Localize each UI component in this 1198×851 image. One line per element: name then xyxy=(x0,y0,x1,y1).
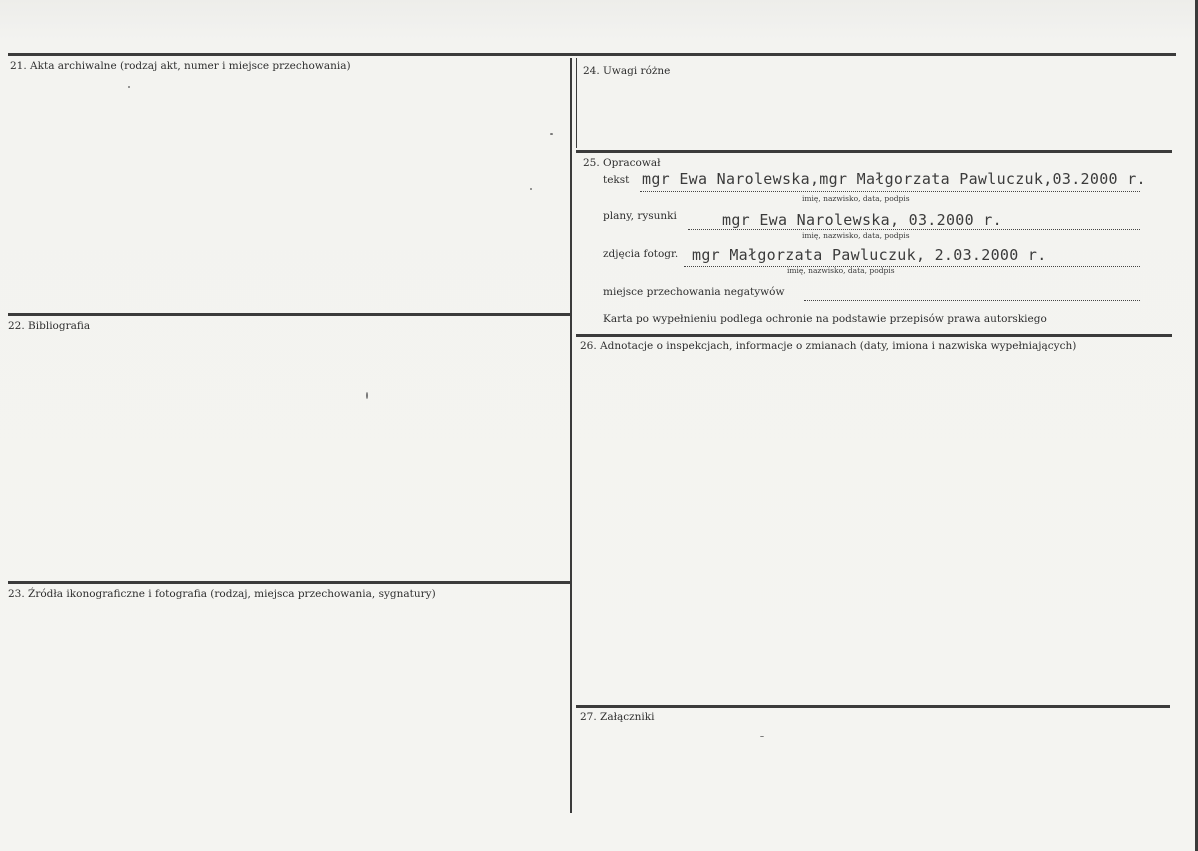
zdjecia-label: zdjęcia fotogr. xyxy=(603,248,679,260)
section-21-label: 21. Akta archiwalne (rodzaj akt, numer i miejsce przechowania) xyxy=(10,60,351,72)
section-27-label: 27. Załączniki xyxy=(580,711,655,723)
column-divider-inner xyxy=(576,58,577,148)
tekst-value: mgr Ewa Narolewska,mgr Małgorzata Pawluczuk,03.2000 r. xyxy=(642,170,1146,188)
paper-speck xyxy=(760,736,764,737)
paper-speck xyxy=(530,188,532,190)
paper-speck xyxy=(366,392,368,399)
rule-21-22 xyxy=(8,313,572,316)
section-22-label: 22. Bibliografia xyxy=(8,320,91,332)
zdjecia-caption: imię, nazwisko, data, podpis xyxy=(787,266,895,275)
section-23-label: 23. Źródła ikonograficzne i fotografia (rodzaj, miejsca przechowania, sygnatury) xyxy=(8,588,436,600)
top-rule xyxy=(8,53,1176,56)
copyright-note: Karta po wypełnieniu podlega ochronie na podstawie przepisów prawa autorskiego xyxy=(603,313,1047,325)
plany-value: mgr Ewa Narolewska, 03.2000 r. xyxy=(722,211,1002,229)
zdjecia-line xyxy=(684,266,1140,267)
tekst-label: tekst xyxy=(603,174,630,186)
rule-22-23 xyxy=(8,581,570,584)
negatywy-label: miejsce przechowania negatywów xyxy=(603,286,785,298)
rule-25-26 xyxy=(576,334,1172,337)
tekst-line xyxy=(640,191,1140,192)
zdjecia-value: mgr Małgorzata Pawluczuk, 2.03.2000 r. xyxy=(692,246,1047,264)
rule-24-25 xyxy=(576,150,1172,153)
negatywy-line xyxy=(804,300,1140,301)
plany-line xyxy=(688,229,1140,230)
section-24-label: 24. Uwagi różne xyxy=(583,65,671,77)
paper-speck xyxy=(128,86,130,88)
rule-26-27 xyxy=(576,705,1170,708)
plany-caption: imię, nazwisko, data, podpis xyxy=(802,231,910,240)
tekst-caption: imię, nazwisko, data, podpis xyxy=(802,194,910,203)
section-26-label: 26. Adnotacje o inspekcjach, informacje o zmianach (daty, imiona i nazwiska wypełniających) xyxy=(580,340,1077,352)
section-25-label: 25. Opracował xyxy=(583,157,661,169)
paper-speck xyxy=(550,133,553,135)
column-divider xyxy=(570,58,572,813)
plany-label: plany, rysunki xyxy=(603,210,677,222)
